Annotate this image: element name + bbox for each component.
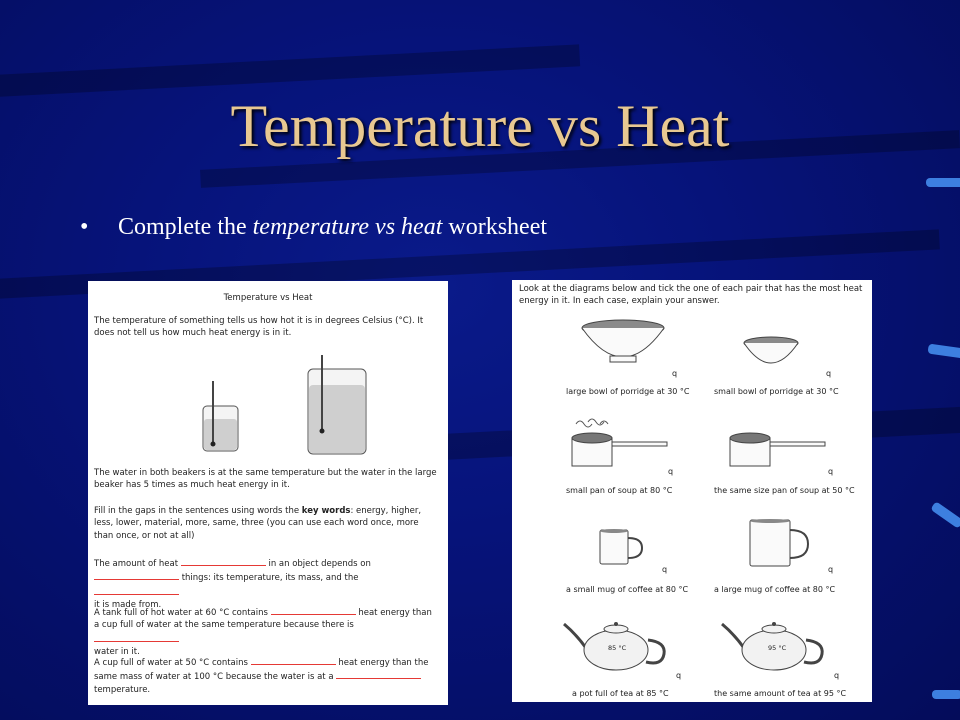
edge-accent <box>930 501 960 529</box>
edge-accent <box>932 690 960 699</box>
worksheet-title: Temperature vs Heat <box>223 293 313 303</box>
question-2 <box>94 605 439 658</box>
q2-part-a: A tank full of hot water at 60 °C contains <box>94 608 271 618</box>
bullet-text-suffix: worksheet <box>442 214 548 240</box>
q3-part-c: temperature. <box>94 684 151 695</box>
pair-2-right-caption: the same size pan of soup at 50 °C <box>714 486 855 495</box>
large-bowl-illustration <box>580 318 666 370</box>
q1-part-c: things: its temperature, its mass, and the <box>179 573 359 584</box>
slide-title: Temperature vs Heat <box>230 93 730 159</box>
q1-part-d: it is made from. <box>94 599 162 610</box>
pair-1-right-caption: small bowl of porridge at 30 °C <box>714 387 839 396</box>
bullet-text-italic: temperature vs heat <box>252 214 443 240</box>
worksheet-intro: The temperature of something tells us how hot it is in degrees Celsius (°C). It does not tell us how much heat energy is in it. <box>94 316 424 339</box>
answer-blank[interactable] <box>181 556 266 566</box>
tick-box[interactable]: q <box>668 467 674 476</box>
worksheet-page-2 <box>512 280 872 702</box>
small-mug-illustration <box>596 528 652 568</box>
tick-box[interactable]: q <box>834 671 840 680</box>
beakers-illustration <box>188 351 368 461</box>
tick-box[interactable]: q <box>676 671 682 680</box>
tick-box[interactable]: q <box>828 467 834 476</box>
small-pan-illustration <box>568 418 678 470</box>
q3-part-a: A cup full of water at 50 °C contains <box>94 658 251 668</box>
tick-box[interactable]: q <box>662 565 668 574</box>
answer-blank[interactable] <box>94 632 179 642</box>
pair-3-right-caption: a large mug of coffee at 80 °C <box>714 585 836 594</box>
bullet-text-prefix: Complete the <box>118 214 253 240</box>
large-mug-illustration <box>746 518 816 570</box>
q1-part-a: The amount of heat <box>94 559 181 569</box>
q2-part-b: heat energy than a cup full of water at the same temperature because there is <box>94 608 432 631</box>
q3-part-b: heat energy than the same mass of water at 100 °C because the water is at a <box>94 658 429 683</box>
question-3 <box>94 655 439 696</box>
edge-accent <box>926 178 960 187</box>
tick-box[interactable]: q <box>828 565 834 574</box>
pair-1-left-caption: large bowl of porridge at 30 °C <box>566 387 690 396</box>
bullet-item <box>80 214 547 241</box>
answer-blank[interactable] <box>94 570 179 580</box>
pair-3-left-caption: a small mug of coffee at 80 °C <box>566 585 689 594</box>
q1-part-b: in an object depends on <box>265 559 371 569</box>
worksheet2-intro: Look at the diagrams below and tick the one of each pair that has the most heat energy in it. In each case, explain your answer. <box>519 284 863 307</box>
beakers-explanation: The water in both beakers is at the same temperature but the water in the large beaker has 5 times as much heat energy in it. <box>94 468 437 491</box>
edge-accent <box>927 344 960 359</box>
fill-prefix: Fill in the gaps in the sentences using words the <box>94 506 302 516</box>
answer-blank[interactable] <box>271 605 356 615</box>
answer-blank[interactable] <box>251 655 336 665</box>
tick-box[interactable]: q <box>826 369 832 378</box>
q2-part-c: water in it. <box>94 646 140 657</box>
pair-2-left-caption: small pan of soup at 80 °C <box>566 486 673 495</box>
tick-box[interactable]: q <box>672 369 678 378</box>
worksheet-page-1 <box>88 281 448 705</box>
teapot-left-temp-label: 85 °C <box>608 644 627 652</box>
question-1 <box>94 556 439 611</box>
small-bowl-illustration <box>742 335 800 371</box>
key-words-label: key words <box>301 506 351 516</box>
fill-instructions <box>94 505 439 542</box>
pair-4-left-caption: a pot full of tea at 85 °C <box>572 689 669 698</box>
fill-suffix: : energy, higher, less, lower, material, more, same, three (you can use each word once, more than once, or not at all) <box>94 506 422 541</box>
same-size-pan-illustration <box>726 430 836 470</box>
teapot-right-temp-label: 95 °C <box>768 644 787 652</box>
answer-blank[interactable] <box>336 669 421 679</box>
bullet-dot: • <box>80 214 89 240</box>
pair-4-right-caption: the same amount of tea at 95 °C <box>714 689 847 698</box>
background-streak <box>0 44 580 97</box>
answer-blank[interactable] <box>94 585 179 595</box>
